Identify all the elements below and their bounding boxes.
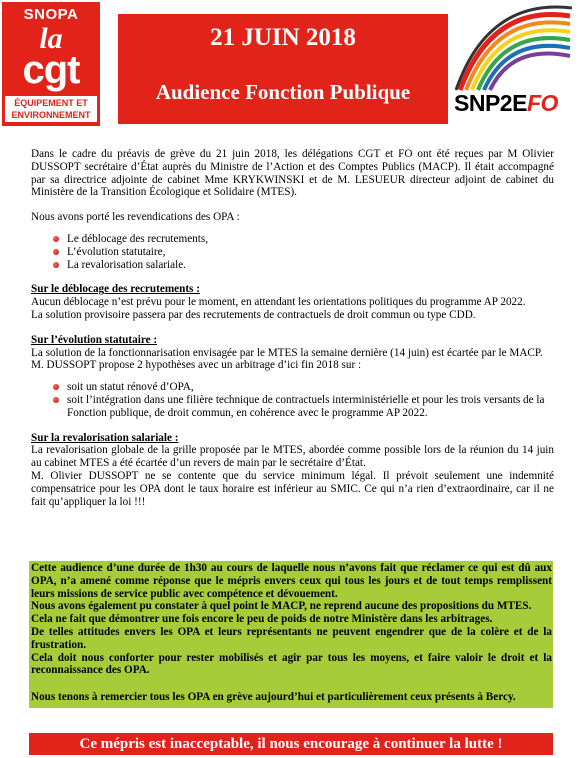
- document-body: [31, 148, 554, 508]
- list-item: soit l’intégration dans une filière technique de contractuels interministérielle et pour les trois versants de la Fonction publique, de droit commun, en cohérence avec le programme AP 2022.: [53, 394, 554, 420]
- section-paragraph: La revalorisation globale de la grille proposée par le MTES, abordée comme possible lors de la réunion du 14 juin au cabinet MTES a été écartée d’un revers de main par le secrétaire d’État.: [31, 444, 554, 470]
- snp2e-fo-text: [454, 90, 558, 117]
- list-item: L’évolution statutaire,: [53, 246, 554, 259]
- fo-text: FO: [526, 90, 558, 116]
- section-title-statutory: Sur l’évolution statutaire :: [31, 333, 158, 346]
- list-item: Le déblocage des recrutements,: [53, 233, 554, 246]
- conclusion-paragraph: Cette audience d’une durée de 1h30 au cours de laquelle nous n’avons fait que réclamer ce qui est dû aux OPA, n’a amené comme réponse que le mépris envers ceux qui tous les jours et de tout temps remplissent leurs missions de service public avec compétence et dévouement.: [31, 562, 552, 600]
- conclusion-text: [31, 562, 552, 704]
- bullet-icon: [53, 236, 59, 242]
- intro-paragraph: Dans le cadre du préavis de grève du 21 juin 2018, les délégations CGT et FO ont été reçues par M Olivier DUSSOPT secrétaire d’État auprès du Ministre de l’Action et des Comptes Publics (MACP). Il était accompagné par sa directrice adjointe de cabinet Mme KRYKWINSKI et de M. LESUEUR directeur adjoint de cabinet du Ministère de la Transition Écologique et Solidaire (MTES).: [31, 148, 554, 199]
- snp2e-fo-logo: [452, 2, 576, 126]
- hypotheses-list: [31, 381, 554, 419]
- conclusion-paragraph: Nous avons également pu constater à quel point le MACP, ne reprend aucune des propositions du MTES.: [31, 600, 532, 613]
- conclusion-paragraph: Cela ne fait que démontrer une fois encore le peu de poids de notre Ministère dans les arbitrages.: [31, 613, 493, 626]
- page-title: Audience Fonction Publique: [155, 80, 411, 104]
- list-item: soit un statut rénové d’OPA,: [53, 381, 554, 394]
- demands-list: [31, 233, 554, 271]
- section-paragraph: Aucun déblocage n’est prévu pour le moment, en attendant les orientations politiques du programme AP 2022.: [31, 296, 526, 309]
- title-banner: [118, 14, 448, 124]
- footer-banner: Ce mépris est inacceptable, il nous encourage à continuer la lutte !: [29, 733, 553, 755]
- arc-emblem-icon: [452, 2, 576, 92]
- section-title-salary: Sur la revalorisation salariale :: [31, 431, 179, 444]
- bullet-icon: [53, 262, 59, 268]
- logo-cgt-text: cgt: [22, 48, 80, 92]
- bullet-icon: [53, 397, 59, 403]
- bullet-icon: [53, 249, 59, 255]
- logo-subtitle-line1: ÉQUIPEMENT ET: [14, 98, 88, 108]
- bullet-icon: [53, 384, 59, 390]
- section-paragraph: M. DUSSOPT propose 2 hypothèses avec un arbitrage d’ici fin 2018 sur :: [31, 359, 362, 372]
- logo-subtitle-line2: ENVIRONNEMENT: [11, 110, 91, 120]
- logo-snopa-text: SNOPA: [23, 6, 79, 23]
- conclusion-paragraph: De telles attitudes envers les OPA et leurs représentants ne peuvent engendrer que de la colère et de la frustration.: [31, 625, 552, 651]
- cgt-logo: [2, 2, 100, 126]
- thanks-paragraph: Nous tenons à remercier tous les OPA en grève aujourd’hui et particulièrement ceux présents à Bercy.: [31, 691, 516, 704]
- section-paragraph: M. Olivier DUSSOPT ne se contente que du service minimum légal. Il prévoit seulement une indemnité compensatrice pour les OPA dont le taux horaire est inférieur au SMIC. Ce qui n’a rien d’extraordinaire, car il ne fait qu’appliquer la loi !!!: [31, 469, 554, 508]
- section-title-recruitment: Sur le déblocage des recrutements :: [31, 283, 200, 296]
- section-paragraph: La solution provisoire passera par des recrutements de contractuels de droit commun ou type CDD.: [31, 308, 476, 321]
- snp2e-text: SNP2E: [454, 90, 527, 116]
- demands-intro: Nous avons porté les revendications des OPA :: [31, 211, 240, 224]
- date-heading: 21 JUIN 2018: [210, 24, 356, 51]
- section-paragraph: La solution de la fonctionnarisation envisagée par le MTES la semaine dernière (14 juin) est écartée par le MACP.: [31, 346, 543, 359]
- logo-subtitle: [5, 96, 97, 122]
- list-item: La revalorisation salariale.: [53, 259, 554, 272]
- conclusion-paragraph: Cela doit nous conforter pour rester mobilisés et agir par tous les moyens, et faire valoir le droit et la reconnaissance des OPA.: [31, 651, 552, 677]
- logo-la-text: la: [39, 22, 63, 55]
